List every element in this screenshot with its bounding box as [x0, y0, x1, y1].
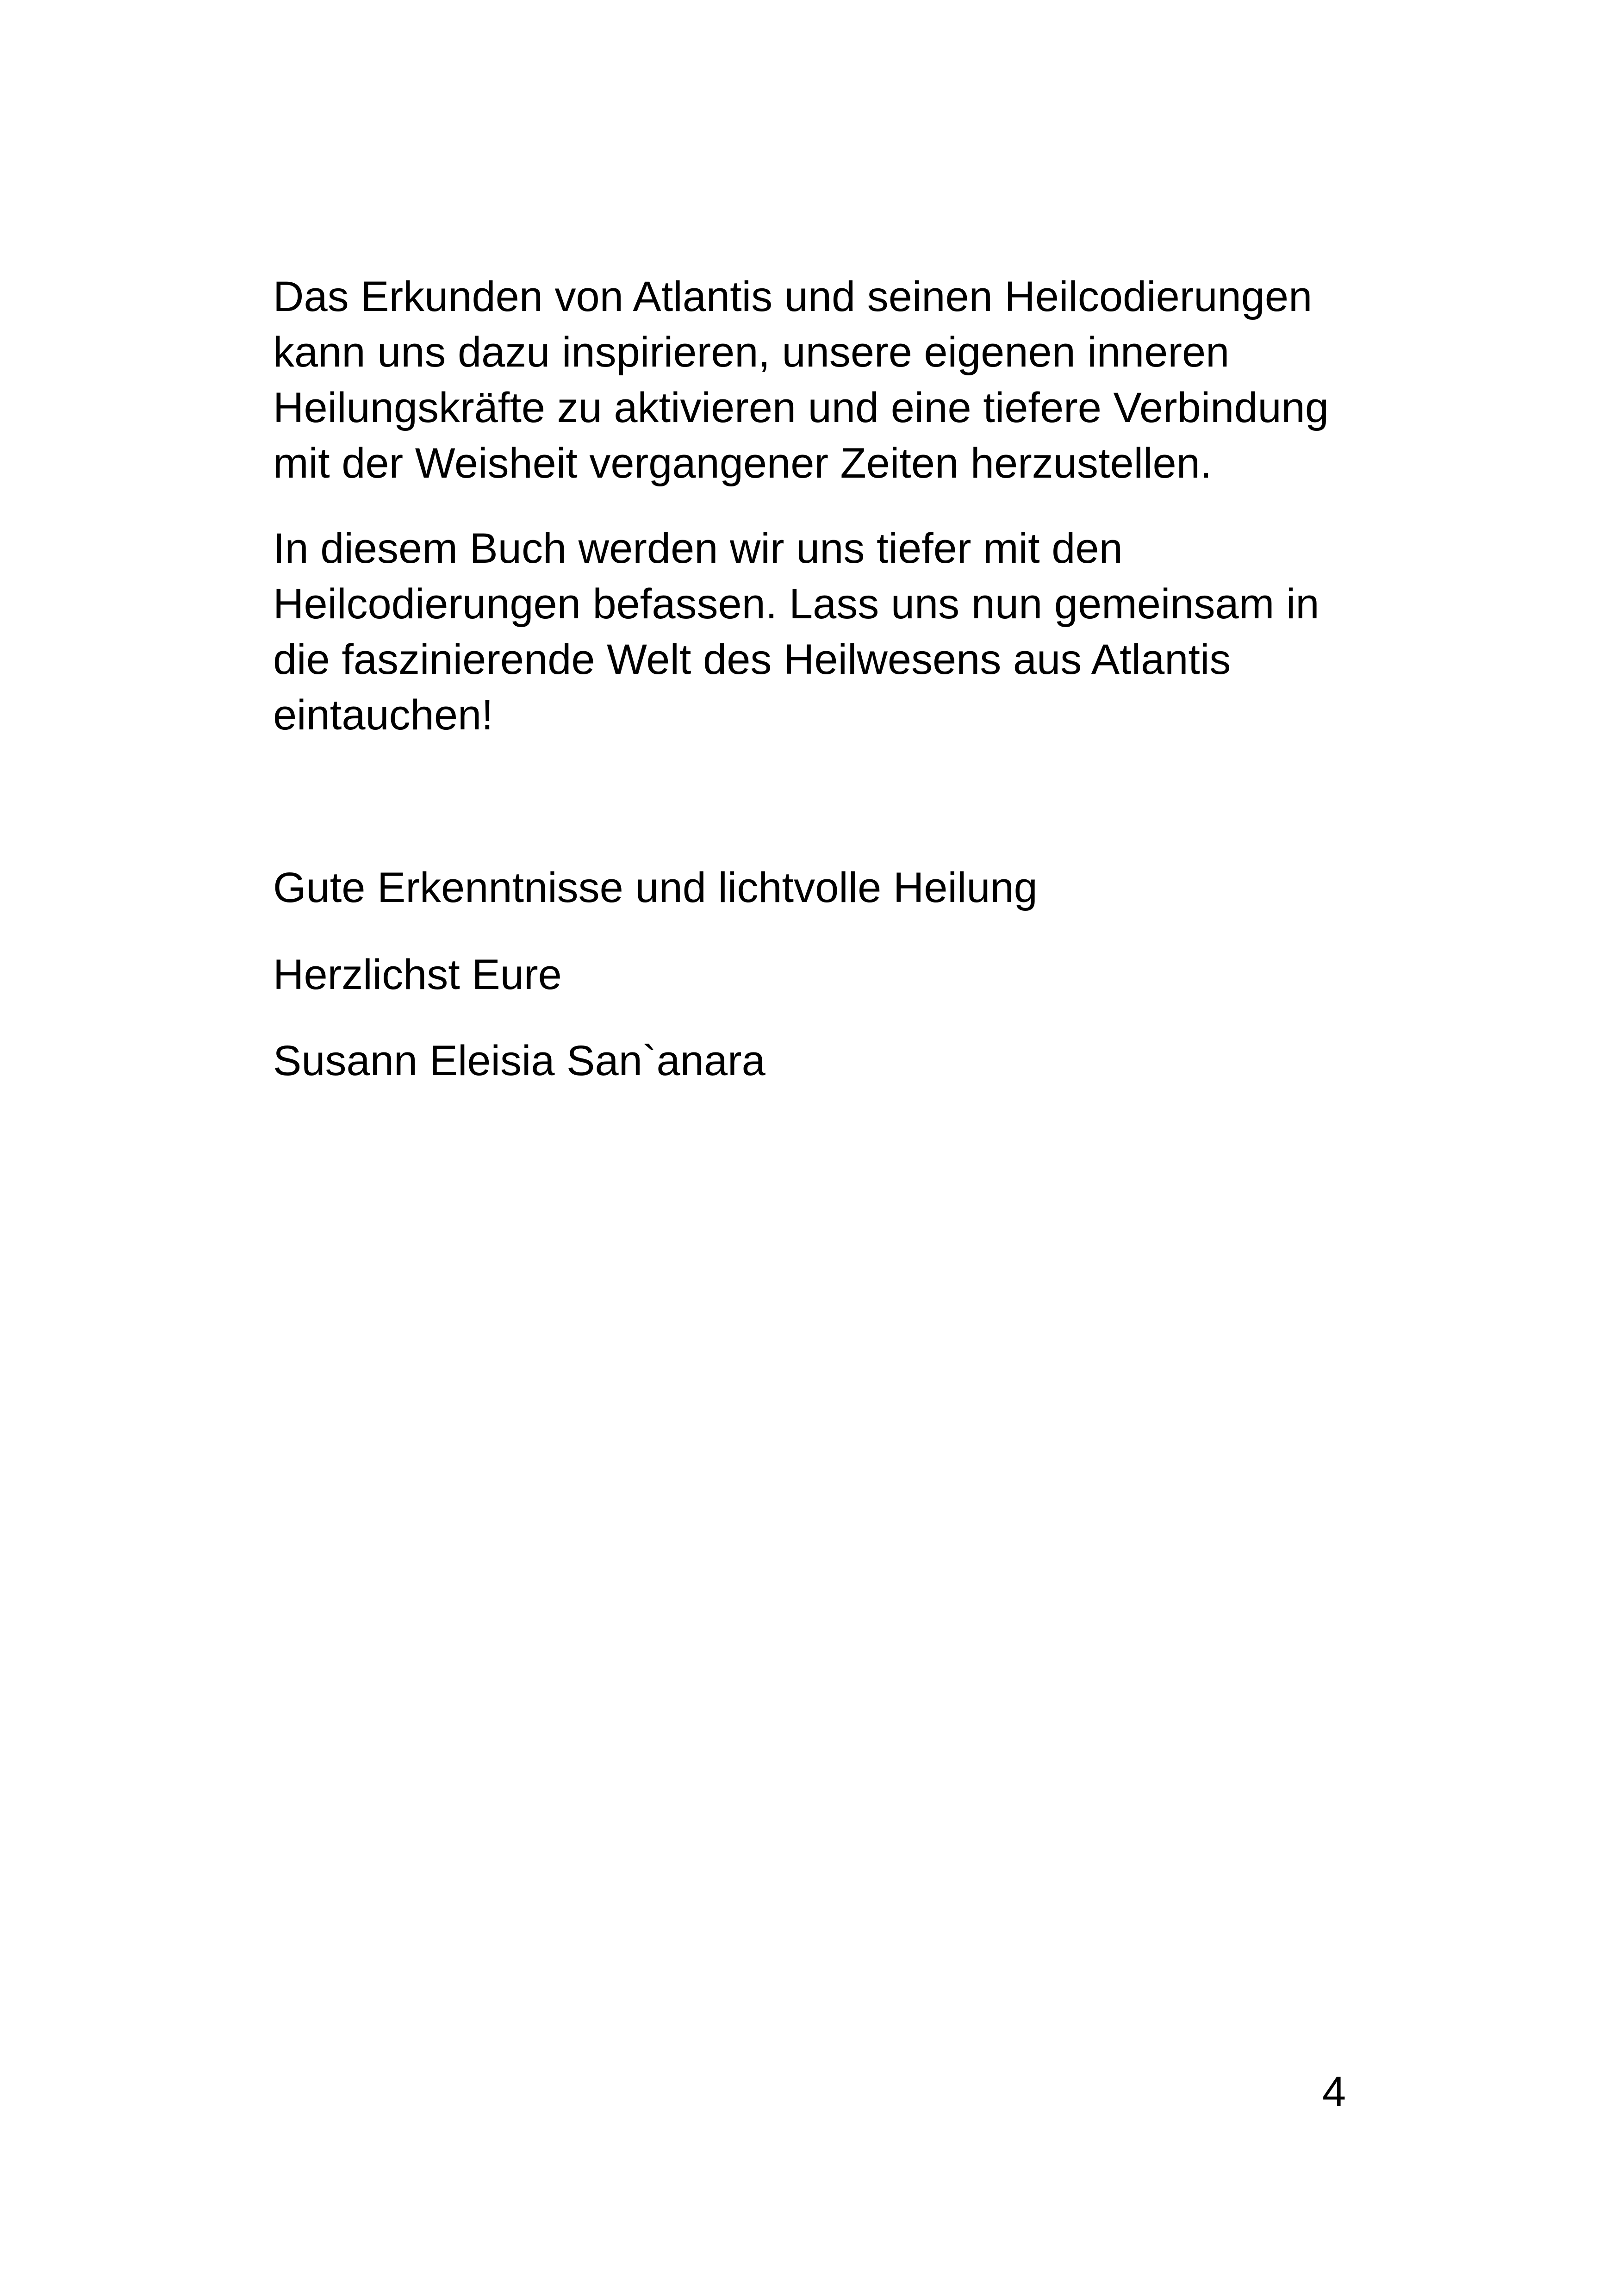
paragraph-line: Das Erkunden von Atlantis und seinen Heilcodierungen [273, 273, 1313, 320]
body-paragraph-1 [273, 269, 1384, 491]
paragraph-line: eintauchen! [273, 691, 493, 739]
paragraph-line: mit der Weisheit vergangener Zeiten herzustellen. [273, 440, 1212, 487]
paragraph-line: die faszinierende Welt des Heilwesens aus Atlantis [273, 636, 1231, 683]
closing-salutation: Herzlichst Eure [273, 951, 562, 998]
body-paragraph-2 [273, 521, 1384, 743]
page-number: 4 [1322, 2068, 1346, 2116]
closing-greeting: Gute Erkenntnisse und lichtvolle Heilung [273, 864, 1038, 911]
author-signature: Susann Eleisia San`anara [273, 1037, 765, 1084]
paragraph-line: Heilcodierungen befassen. Lass uns nun gemeinsam in [273, 580, 1319, 628]
paragraph-line: Heilungskräfte zu aktivieren und eine tiefere Verbindung [273, 384, 1329, 431]
paragraph-line: In diesem Buch werden wir uns tiefer mit den [273, 525, 1123, 572]
paragraph-line: kann uns dazu inspirieren, unsere eigenen inneren [273, 329, 1230, 376]
